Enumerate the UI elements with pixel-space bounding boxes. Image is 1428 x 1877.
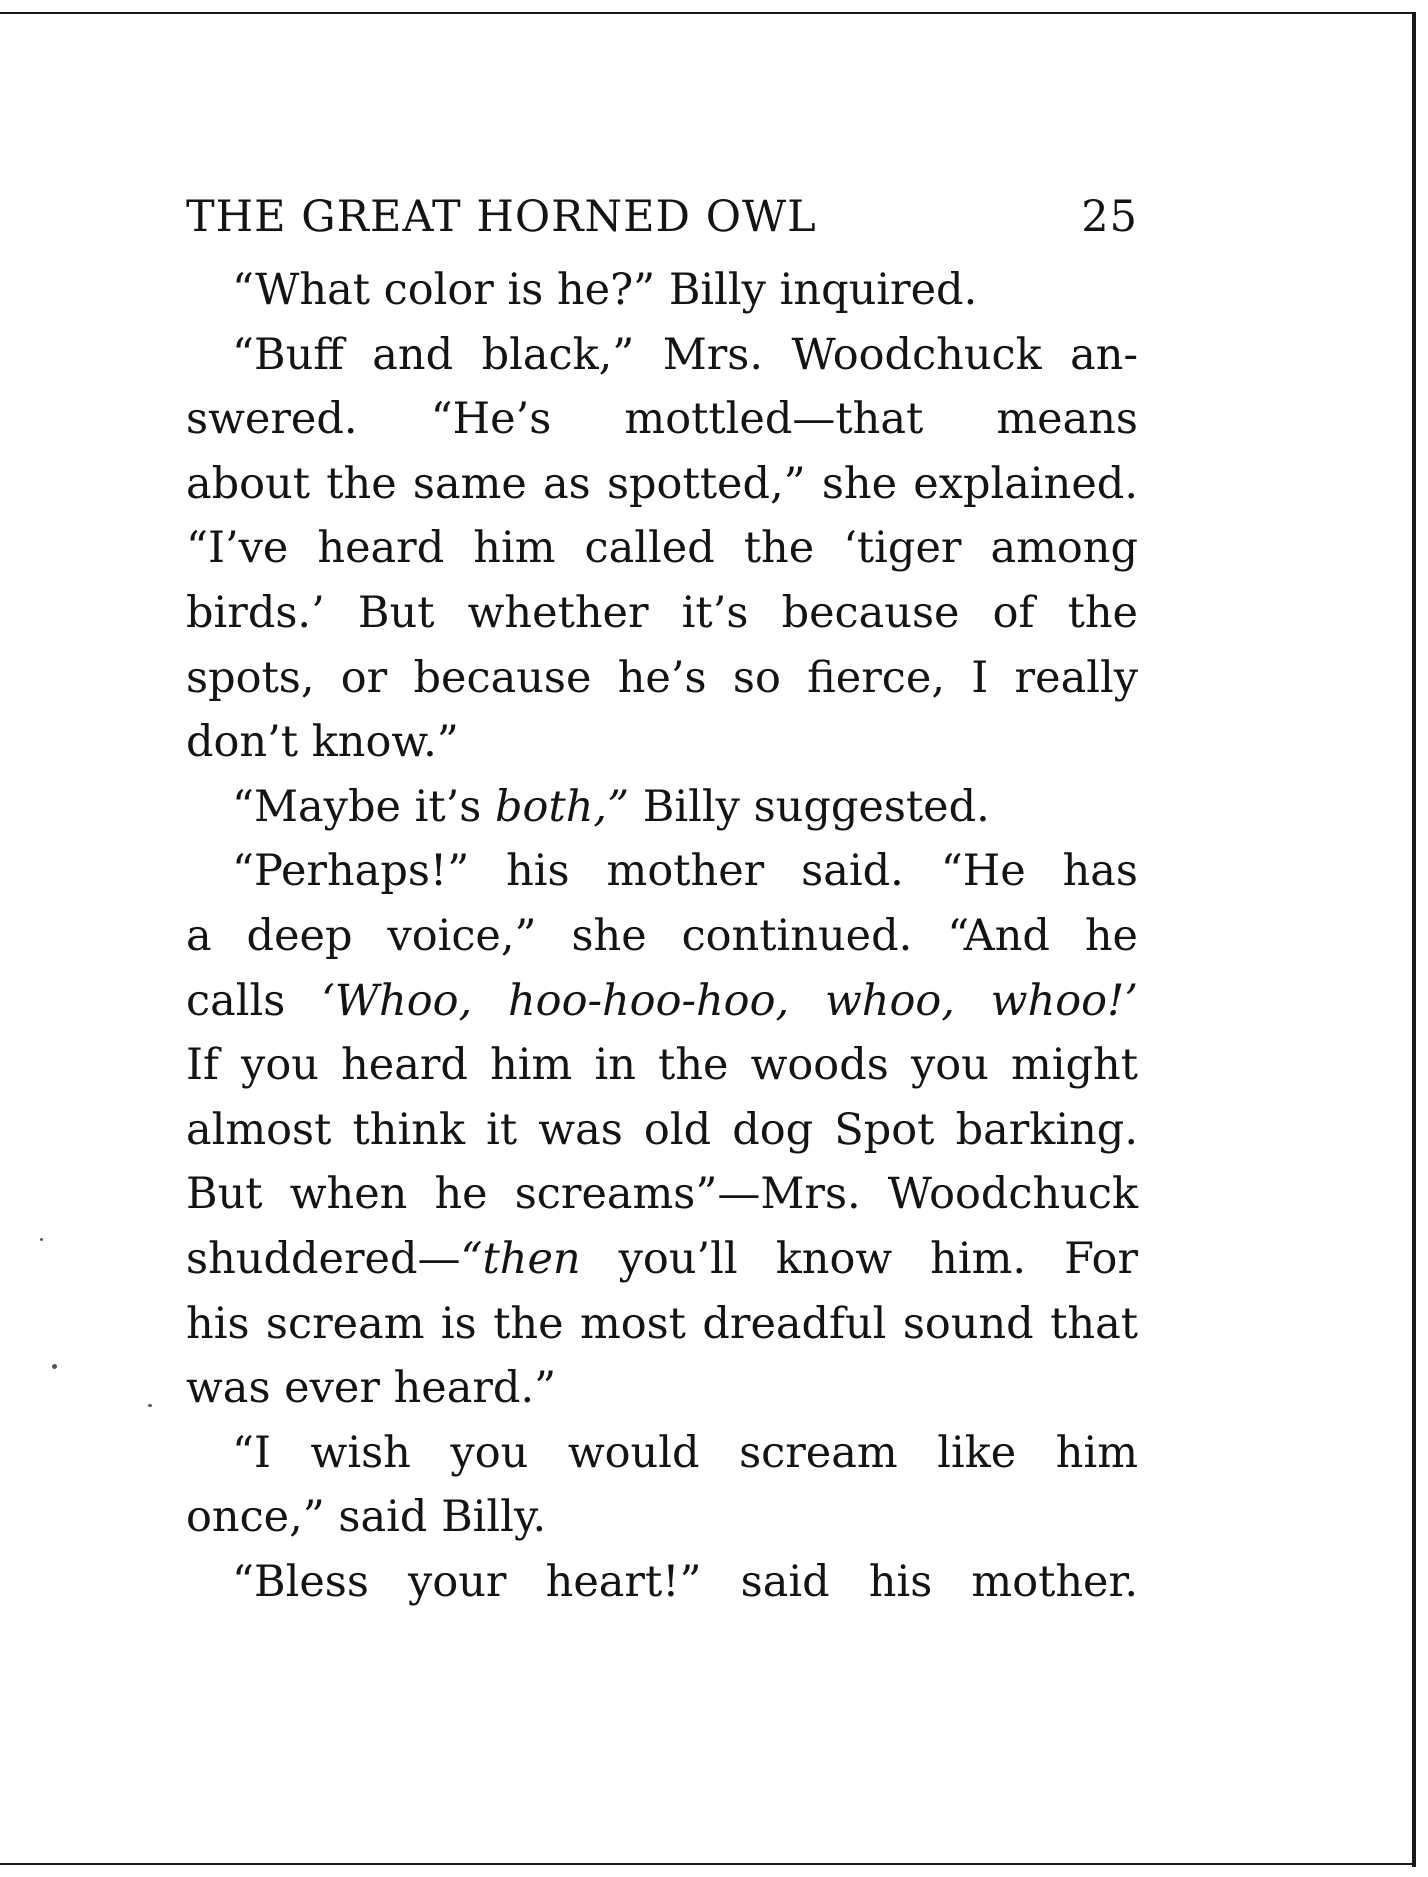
text-line: a deep voice,” she continued. “And he [186, 910, 1138, 961]
text-line: was ever heard.” [186, 1363, 557, 1414]
text-segment: “Maybe it’s [232, 781, 496, 832]
page-number: 25 [1081, 192, 1138, 242]
text-line: “Bless your heart!” said his mother. [232, 1556, 1138, 1607]
text-line: birds.’ But whether it’s because of the [186, 587, 1138, 638]
text-segment: you’ll know him. For [580, 1233, 1138, 1284]
chapter-title: THE GREAT HORNED OWL [186, 192, 817, 242]
text-line: But when he screams”—Mrs. Woodchuck [186, 1169, 1138, 1220]
text-line: spots, or because he’s so fierce, I really [186, 652, 1138, 703]
body-text [186, 258, 1138, 1614]
text-line: swered. “He’s mottled—that means [186, 394, 1138, 445]
text-line: don’t know.” [186, 717, 459, 768]
text-line: “Buff and black,” Mrs. Woodchuck an- [232, 329, 1138, 380]
text-segment: shuddered— [186, 1233, 461, 1284]
text-segment: calls [186, 975, 322, 1026]
running-head [186, 192, 1138, 258]
text-line [186, 775, 1138, 840]
page-edge-rule [1412, 12, 1416, 1867]
text-line: “I’ve heard him called the ‘tiger among [186, 523, 1138, 574]
text-line: If you heard him in the woods you might [186, 1040, 1138, 1091]
text-line: once,” said Billy. [186, 1492, 547, 1543]
text-line: “What color is he?” Billy inquired. [232, 265, 978, 315]
text-line: “I wish you would scream like him [232, 1427, 1138, 1478]
scan-speck [148, 1404, 152, 1407]
text-line: his scream is the most dreadful sound that [186, 1298, 1138, 1349]
text-line: about the same as spotted,” she explained. [186, 458, 1138, 509]
book-page-text [186, 192, 1138, 1614]
text-line [186, 1227, 1138, 1292]
italic-segment: ‘Whoo, hoo-hoo-hoo, whoo, whoo!’ [321, 975, 1138, 1026]
italic-segment: “then [460, 1233, 581, 1284]
italic-segment: both,” [495, 781, 630, 832]
text-line [186, 969, 1138, 1034]
text-line: “Perhaps!” his mother said. “He has [232, 846, 1138, 897]
scan-speck [52, 1364, 57, 1369]
text-line: almost think it was old dog Spot barking. [186, 1104, 1138, 1155]
scan-speck [40, 1238, 43, 1241]
text-segment: Billy suggested. [629, 781, 990, 832]
